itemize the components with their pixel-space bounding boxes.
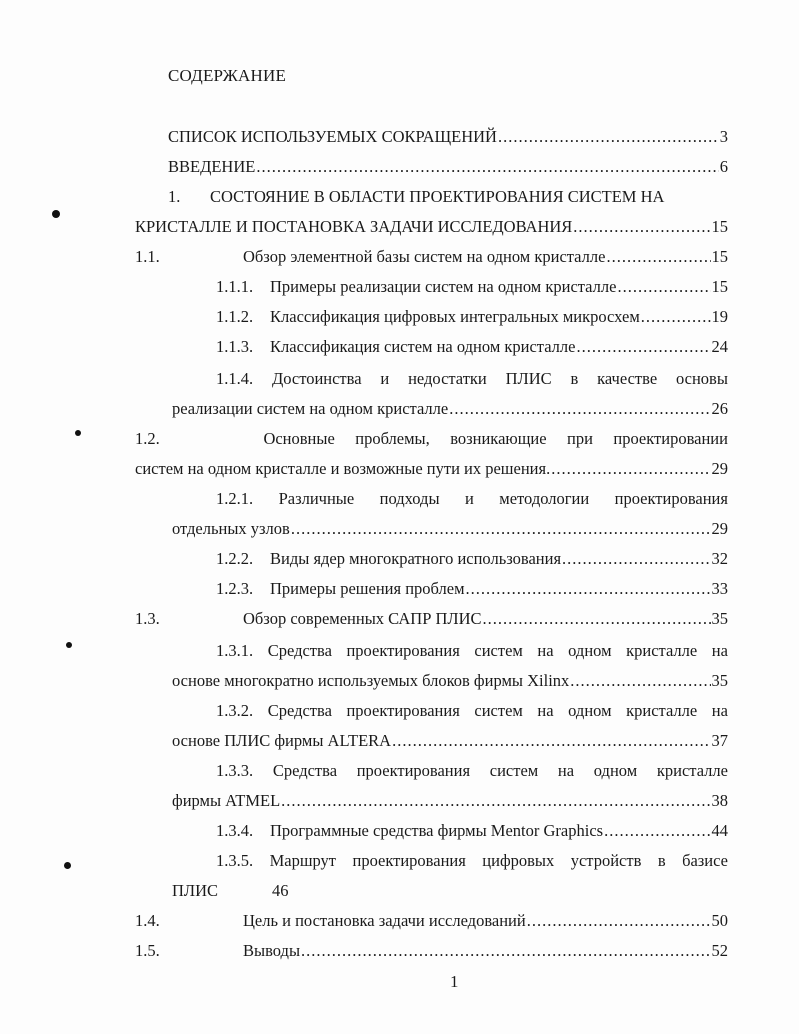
toc-number: 1.3.4. — [216, 821, 254, 840]
toc-word: Средства — [267, 701, 332, 720]
toc-word: основы — [675, 369, 728, 388]
leader-dots — [291, 518, 711, 540]
toc-label: Программные средства фирмы Mentor Graphics — [270, 821, 604, 840]
toc-word: систем — [489, 761, 539, 780]
toc-page: 32 — [711, 549, 728, 568]
toc-word: одном — [593, 761, 638, 780]
toc-page: 15 — [711, 247, 728, 266]
toc-word: Средства — [267, 641, 332, 660]
toc-word: недостатки — [408, 369, 487, 388]
toc-word: одном — [568, 701, 612, 720]
toc-number: 1.3.1. — [216, 641, 254, 660]
toc-word: на — [537, 701, 554, 720]
toc-number: 1.3.5. — [216, 851, 254, 870]
toc-entry-1-1-3[interactable] — [216, 336, 728, 358]
toc-word: в — [570, 369, 579, 388]
toc-entry-1-3[interactable] — [135, 608, 728, 630]
toc-label: Обзор современных САПР ПЛИС — [243, 609, 482, 628]
toc-entry-1-2-1-cont[interactable] — [172, 518, 728, 540]
toc-entry-1-3-3[interactable] — [216, 760, 728, 782]
toc-word: подходы — [379, 489, 440, 508]
toc-word: Различные — [278, 489, 355, 508]
leader-dots — [498, 126, 719, 148]
page-title: СОДЕРЖАНИЕ — [168, 66, 287, 85]
toc-word: Достоинства — [271, 369, 362, 388]
toc-word: систем — [474, 641, 523, 660]
toc-number: 1.1.2. — [216, 307, 254, 326]
toc-entry-1-1[interactable] — [135, 246, 728, 268]
toc-word: проектирования — [346, 701, 460, 720]
toc-number: 1.1.3. — [216, 337, 254, 356]
leader-dots — [301, 940, 710, 962]
toc-word: проектирования — [346, 641, 460, 660]
scan-speck — [66, 642, 72, 648]
toc-number: 1.1.4. — [216, 369, 254, 388]
toc-page: 37 — [711, 731, 728, 750]
leader-dots — [576, 336, 710, 358]
toc-entry-introduction[interactable] — [168, 156, 728, 178]
toc-page: 24 — [711, 337, 728, 356]
toc-word: в — [657, 851, 666, 870]
toc-page: 35 — [711, 609, 728, 628]
toc-page: 19 — [711, 307, 728, 326]
toc-label: основе многократно используемых блоков фирмы Xilinx — [172, 671, 570, 690]
toc-word: проектировании — [613, 429, 728, 448]
toc-word: на — [557, 761, 575, 780]
toc-page: 44 — [711, 821, 728, 840]
toc-page: 50 — [711, 911, 728, 930]
toc-number: 1.2.1. — [216, 489, 254, 508]
toc-number: 1.2.2. — [216, 549, 254, 568]
leader-dots — [392, 730, 710, 752]
toc-number: 1. — [168, 187, 181, 206]
toc-entry-1-2-1[interactable] — [216, 488, 728, 510]
toc-entry-1-3-5[interactable] — [216, 850, 728, 872]
toc-word: Маршрут — [269, 851, 337, 870]
toc-word: проектирования — [352, 851, 466, 870]
leader-dots — [466, 578, 711, 600]
toc-number: 1.1. — [135, 247, 160, 266]
toc-entry-1-1-1[interactable] — [216, 276, 728, 298]
toc-number: 1.1.1. — [216, 277, 254, 296]
toc-word: проблемы, — [355, 429, 430, 448]
leader-dots — [570, 670, 710, 692]
toc-entry-1-1-2[interactable] — [216, 306, 728, 328]
toc-word: кристалле — [626, 641, 698, 660]
toc-word: Основные — [263, 429, 335, 448]
leader-dots — [483, 608, 711, 630]
toc-page: 35 — [711, 671, 728, 690]
scan-speck — [64, 862, 71, 869]
toc-entry-1-3-4[interactable] — [216, 820, 728, 842]
toc-number: 1.3. — [135, 609, 160, 628]
toc-entry-1-2[interactable] — [135, 428, 728, 450]
toc-page: 15 — [711, 217, 728, 236]
toc-entry-1-1-4[interactable] — [216, 368, 728, 390]
toc-label: Примеры решения проблем — [270, 579, 465, 598]
toc-label: СПИСОК ИСПОЛЬЗУЕМЫХ СОКРАЩЕНИЙ — [168, 127, 497, 146]
toc-page: 29 — [711, 519, 728, 538]
toc-entry-1-1-4-cont[interactable] — [172, 398, 728, 420]
toc-label: Классификация цифровых интегральных микросхем — [270, 307, 640, 326]
toc-word: проектирования — [614, 489, 728, 508]
toc-label: ПЛИС — [172, 881, 219, 900]
toc-entry-1-2-cont[interactable] — [135, 458, 728, 480]
leader-dots — [527, 910, 711, 932]
toc-number: 1.3.3. — [216, 761, 254, 780]
toc-label: Классификация систем на одном кристалле — [270, 337, 576, 356]
toc-page: 38 — [711, 791, 728, 810]
leader-dots — [256, 156, 718, 178]
toc-entry-chapter-1-cont[interactable] — [135, 216, 728, 238]
leader-dots — [606, 246, 710, 268]
toc-word: на — [711, 641, 728, 660]
toc-entry-1-5[interactable] — [135, 940, 728, 962]
toc-number: 1.2. — [135, 429, 160, 448]
toc-number: 1.4. — [135, 911, 160, 930]
toc-entry-1-3-5-cont[interactable] — [172, 880, 728, 902]
toc-word: кристалле — [626, 701, 698, 720]
leader-dots — [281, 790, 710, 812]
toc-label: фирмы ATMEL — [172, 791, 281, 810]
toc-label: Виды ядер многократного использования — [270, 549, 562, 568]
toc-page: 26 — [711, 399, 728, 418]
leader-dots — [562, 548, 710, 570]
toc-entry-1-3-1[interactable] — [216, 640, 728, 662]
toc-word: Средства — [272, 761, 338, 780]
toc-page: 29 — [711, 459, 728, 478]
toc-label: отдельных узлов — [172, 519, 290, 538]
toc-number: 1.5. — [135, 941, 160, 960]
toc-word: возникающие — [450, 429, 547, 448]
toc-word: на — [711, 701, 728, 720]
toc-label: ВВЕДЕНИЕ — [168, 157, 256, 176]
toc-page: 52 — [711, 941, 728, 960]
toc-entry-1-2-3[interactable] — [216, 578, 728, 600]
scan-speck — [52, 210, 60, 218]
toc-word: базисе — [682, 851, 728, 870]
toc-word: систем — [474, 701, 523, 720]
leader-dots — [449, 398, 710, 420]
toc-word: и — [380, 369, 390, 388]
toc-label: Выводы — [243, 941, 301, 960]
toc-entry-abbreviations[interactable] — [168, 126, 728, 148]
toc-word: при — [567, 429, 593, 448]
toc-word: кристалле — [656, 761, 728, 780]
toc-label: СОСТОЯНИЕ В ОБЛАСТИ ПРОЕКТИРОВАНИЯ СИСТЕМ НА — [210, 187, 665, 206]
toc-label: основе ПЛИС фирмы ALTERA — [172, 731, 392, 750]
leader-dots — [604, 820, 710, 842]
toc-label: реализации систем на одном кристалле — [172, 399, 449, 418]
toc-number: 1.3.2. — [216, 701, 254, 720]
toc-word: и — [465, 489, 474, 508]
page-number: 1 — [450, 972, 459, 991]
toc-entry-1-3-2-cont[interactable] — [172, 730, 728, 752]
toc-page: 46 — [272, 881, 289, 900]
leader-dots — [551, 458, 710, 480]
toc-label: Обзор элементной базы систем на одном кристалле — [243, 247, 606, 266]
toc-page: 6 — [719, 157, 728, 176]
leader-dots — [617, 276, 710, 298]
toc-entry-1-3-2[interactable] — [216, 700, 728, 722]
toc-page: 3 — [719, 127, 728, 146]
toc-word: методологии — [499, 489, 590, 508]
toc-number: 1.2.3. — [216, 579, 254, 598]
toc-label: КРИСТАЛЛЕ И ПОСТАНОВКА ЗАДАЧИ ИССЛЕДОВАНИЯ — [135, 217, 573, 236]
toc-word: качестве — [597, 369, 658, 388]
toc-label: Цель и постановка задачи исследований — [243, 911, 526, 930]
toc-label: систем на одном кристалле и возможные пути их решения. — [135, 459, 551, 478]
toc-label: Примеры реализации систем на одном кристалле — [270, 277, 617, 296]
toc-entry-1-3-1-cont[interactable] — [172, 670, 728, 692]
leader-dots — [573, 216, 710, 238]
toc-word: цифровых — [482, 851, 555, 870]
leader-dots — [641, 306, 711, 328]
toc-word: устройств — [570, 851, 642, 870]
toc-word: одном — [568, 641, 612, 660]
toc-entry-1-3-3-cont[interactable] — [172, 790, 728, 812]
toc-page: 33 — [711, 579, 728, 598]
toc-entry-1-4[interactable] — [135, 910, 728, 932]
toc-word: ПЛИС — [505, 369, 552, 388]
toc-word: на — [537, 641, 554, 660]
toc-page: 15 — [711, 277, 728, 296]
toc-word: проектирования — [356, 761, 471, 780]
toc-entry-chapter-1[interactable] — [168, 186, 728, 208]
toc-entry-1-2-2[interactable] — [216, 548, 728, 570]
scan-speck — [75, 430, 81, 436]
